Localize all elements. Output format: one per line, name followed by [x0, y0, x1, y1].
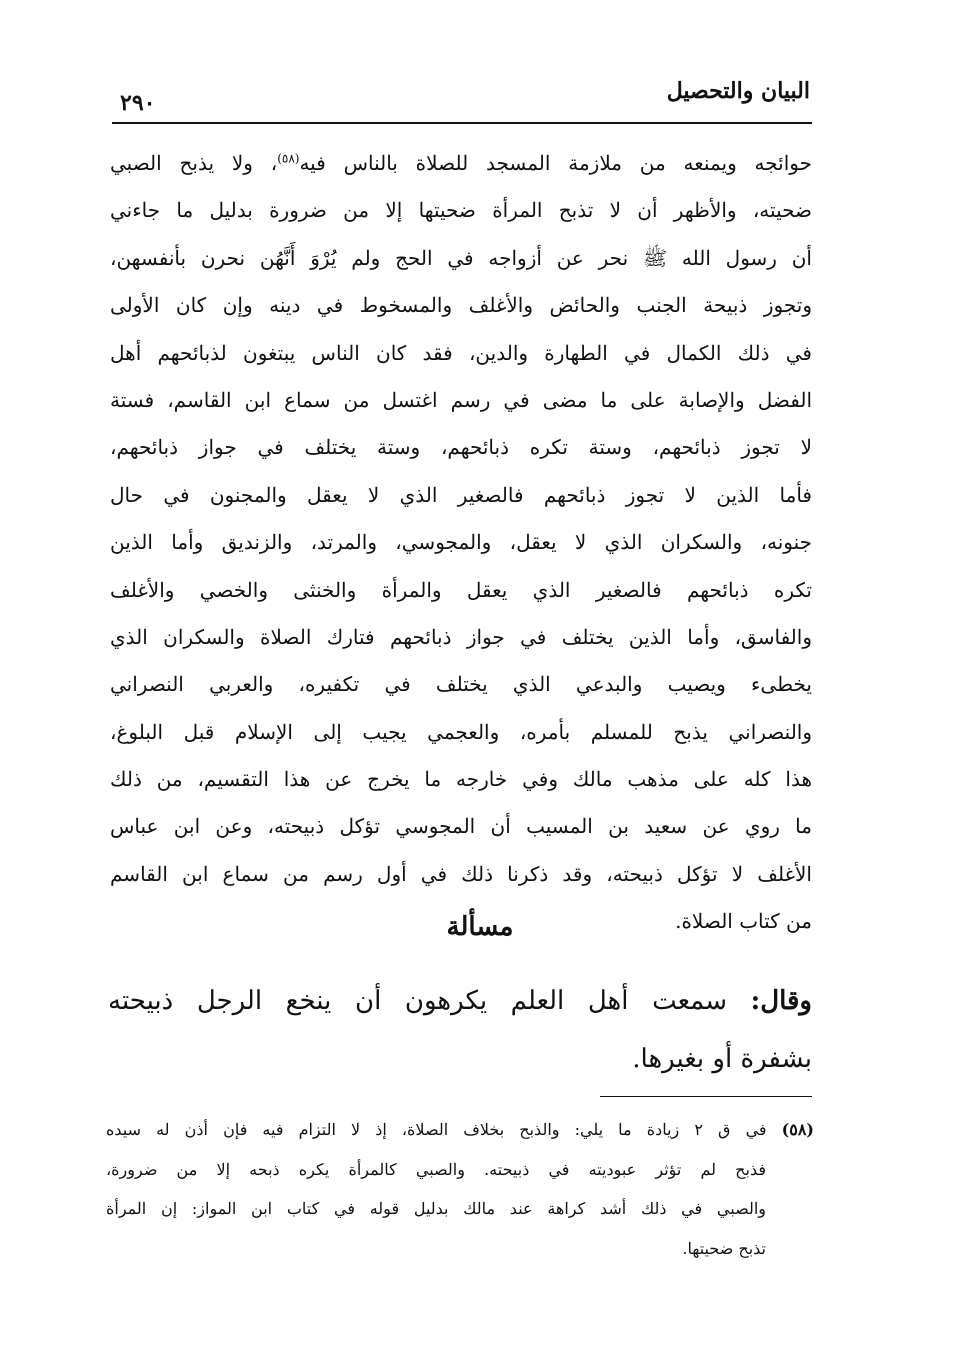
body-line: هذا كله على مذهب مالك وفي خارجه ما يخرج عن هذا التقسيم، من ذلك — [110, 767, 812, 792]
body-line: ضحيته، والأظهر أن لا تذبح المرأة ضحيتها إلا من ضرورة بدليل ما جاءني — [110, 198, 812, 223]
body-line: تكره ذبائحهم فالصغير الذي يعقل والمرأة والخنثى والخصي والأغلف — [110, 577, 812, 602]
matn-line — [108, 972, 812, 1030]
footnote-line: فذبح لم تؤثر عبوديته في ذبيحته. والصبي كالمرأة يكره ذبحه إلا من ضرورة، — [106, 1159, 766, 1179]
body-line-tail: ، ولا يذبح الصبي — [110, 151, 278, 175]
footnote-marker: (٥٨) — [781, 1120, 814, 1139]
matn-lead: وقال: — [750, 986, 812, 1016]
footnote-line-text: في ق ٢ زيادة ما يلي: والذبح بخلاف الصلاة، إذ لا التزام فيه فإن أذن له سيده — [106, 1120, 767, 1139]
footnote-rule — [600, 1096, 812, 1097]
body-line: والفاسق، وأما الذين يختلف في جواز ذبائحهم فتارك الصلاة والسكران الذي — [110, 624, 812, 649]
footnote — [106, 1110, 814, 1268]
section-heading: مسألة — [446, 912, 514, 942]
body-line: الفضل والإصابة على ما مضى في رسم اغتسل من سماع ابن القاسم، فستة — [110, 387, 812, 412]
footnote-line — [106, 1110, 814, 1150]
matn-line-text: سمعت أهل العلم يكرهون أن ينخع الرجل ذبيحته — [108, 986, 727, 1016]
page-number: ٢٩٠ — [120, 90, 156, 116]
matn-quote — [108, 972, 812, 1088]
footnote-line: تذبح ضحيتها. — [682, 1238, 766, 1258]
body-line: لا تجوز ذبائحهم، وستة تكره ذبائحهم، وستة يختلف في جواز ذبائحهم، — [110, 435, 812, 460]
body-line: أن رسول الله ﷺ نحر عن أزواجه في الحج ولم يُرْوَ أَنَّهُن نحرن بأنفسهن، — [110, 245, 812, 270]
body-line-last: من كتاب الصلاة. — [675, 909, 812, 934]
header-rule — [112, 122, 812, 124]
body-line-text: حوائجه ويمنعه من ملازمة المسجد للصلاة بالناس فيه — [299, 151, 812, 175]
body-line: ما روي عن سعيد بن المسيب أن المجوسي تؤكل ذبيحته، وعن ابن عباس — [110, 814, 812, 839]
body-line: في ذلك الكمال في الطهارة والدين، فقد كان الناس يبتغون لذبائحهم أهل — [110, 340, 812, 365]
body-line: جنونه، والسكران الذي لا يعقل، والمجوسي، والمرتد، والزنديق وأما الذين — [110, 530, 812, 555]
running-title: البيان والتحصيل — [666, 78, 810, 104]
body-line: الأغلف لا تؤكل ذبيحته، وقد ذكرنا ذلك في أول رسم من سماع ابن القاسم — [110, 861, 812, 886]
body-line: وتجوز ذبيحة الجنب والحائض والأغلف والمسخوط في دينه وإن كان الأولى — [110, 293, 812, 318]
body-line — [110, 140, 812, 187]
footnote-line: والصبي في ذلك أشد كراهة عند مالك بدليل قوله في كتاب ابن المواز: إن المرأة — [106, 1199, 766, 1218]
body-line: يخطىء ويصيب والبدعي الذي يختلف في تكفيره، والعربي النصراني — [110, 672, 812, 697]
matn-line: بشفرة أو بغيرها. — [632, 1044, 812, 1074]
footnote-reference: (٥٨) — [277, 151, 300, 166]
body-line: والنصراني يذبح للمسلم بأمره، والعجمي يجيب إلى الإسلام قبل البلوغ، — [110, 719, 812, 744]
body-text — [110, 140, 812, 946]
body-line: فأما الذين لا تجوز ذبائحهم فالصغير الذي لا يعقل والمجنون في حال — [110, 482, 812, 507]
